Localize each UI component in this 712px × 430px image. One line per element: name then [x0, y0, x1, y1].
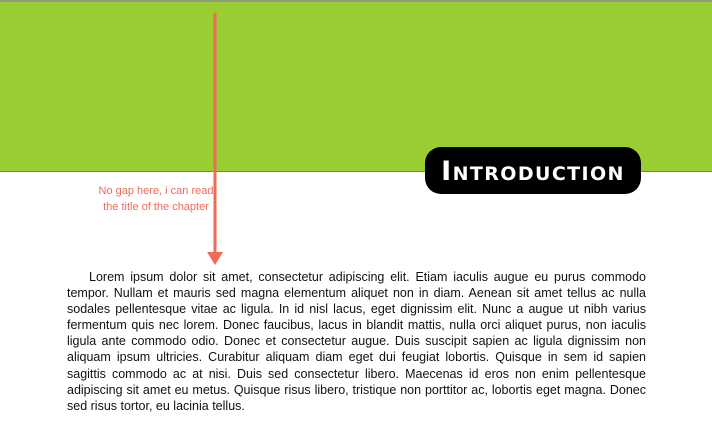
- body-paragraph: Lorem ipsum dolor sit amet, consectetur adipiscing elit. Etiam iaculis augue eu purus commodo tempor. Nullam et mauris sed magna elementum aliquet non in diam. Aenean sit amet tellus ac nulla sodales pellentesque vitae ac ligula. In id nisl lacus, eget dignissim elit. Nunc a augue ut nibh varius fermentum quis nec lorem. Donec faucibus, lacus in blandit mattis, nulla orci aliquet purus, non iaculis ligula ante commodo odio. Donec et consectetur augue. Duis suscipit sapien ac ligula dignissim non aliquam ipsum ultricies. Curabitur aliquam diam eget dui feugiat lobortis. Quisque in sem id sapien sagittis commodo ac at nisi. Duis sed consectetur libero. Maecenas id eros non enim pellentesque adipiscing sit amet eu metus. Quisque risus libero, tristique non porttitor ac, lobortis eget magna. Donec sed risus tortor, eu lacinia tellus.: [67, 270, 646, 413]
- annotation-note: No gap here, i can read the title of the chapter: [98, 185, 214, 213]
- chapter-title: Introduction: [441, 156, 625, 187]
- arrow-head: [207, 252, 223, 265]
- chapter-title-badge: [425, 147, 641, 194]
